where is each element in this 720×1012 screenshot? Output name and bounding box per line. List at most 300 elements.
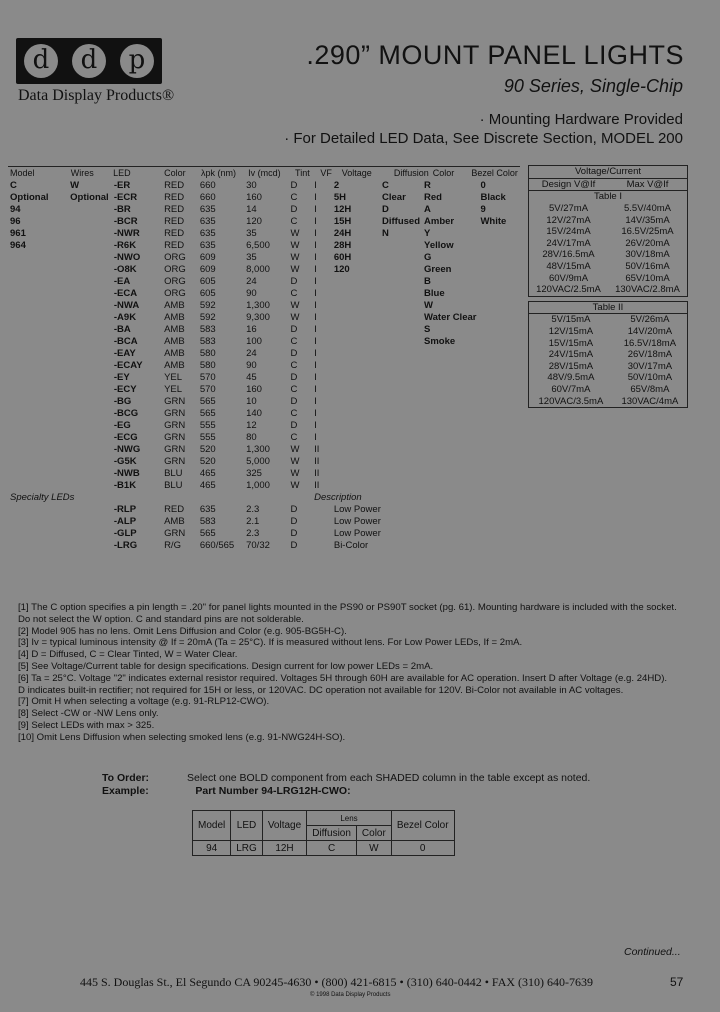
cell xyxy=(422,479,478,491)
cell: C xyxy=(290,383,298,395)
footnote: [5] See Voltage/Current table for design specifications. Design current for low power LEDs = 2mA. xyxy=(18,660,434,672)
cell: -BA xyxy=(113,323,131,335)
cell xyxy=(332,299,380,311)
cell: 24 xyxy=(246,347,257,359)
vc-row xyxy=(529,337,688,349)
cell: I xyxy=(314,179,317,191)
cell xyxy=(68,407,112,419)
vc-cell: 15V/15mA xyxy=(548,337,594,349)
cell: D xyxy=(290,275,298,287)
vc-row xyxy=(529,372,688,384)
cell xyxy=(8,419,68,431)
cell: BLU xyxy=(164,467,183,479)
cell: D xyxy=(290,347,298,359)
vc-row xyxy=(529,384,688,396)
vc-cell: 5V/26mA xyxy=(630,314,670,326)
vc-cell: 28V/16.5mA xyxy=(542,249,595,261)
vc-cell: 12V/27mA xyxy=(546,214,591,226)
cell xyxy=(8,287,68,299)
cell: W xyxy=(290,479,300,491)
cell xyxy=(8,479,68,491)
cell: II xyxy=(314,479,320,491)
cell xyxy=(8,395,68,407)
table-row xyxy=(8,443,520,455)
cell xyxy=(68,467,112,479)
cell: W xyxy=(290,311,300,323)
cell: 6,500 xyxy=(246,239,270,251)
cell xyxy=(380,371,422,383)
cell: 565 xyxy=(199,407,216,419)
cell xyxy=(478,419,520,431)
vc-table1-label: Table I xyxy=(529,191,688,203)
cell xyxy=(332,395,380,407)
cell: 90 xyxy=(246,359,257,371)
cell: -RLP xyxy=(113,503,137,515)
cell: D xyxy=(290,323,298,335)
cell: YEL xyxy=(164,371,183,383)
vc-cell: 60V/7mA xyxy=(551,383,591,395)
vc-cell: 15V/24mA xyxy=(546,226,591,238)
cell: 580 xyxy=(199,359,216,371)
footnote: D indicates built-in rectifier; not required for 15H or less, or 120VAC. DC operation not available for 120V. Bi-Color not available in AC voltages. xyxy=(18,684,624,696)
cell: Diffused xyxy=(382,215,421,227)
cell: I xyxy=(314,407,317,419)
to-order-label: To Order: xyxy=(102,772,150,784)
cell xyxy=(478,443,520,455)
cell xyxy=(422,407,478,419)
page-subtitle: 90 Series, Single-Chip xyxy=(503,76,683,96)
cell xyxy=(478,311,520,323)
cell xyxy=(8,335,68,347)
cell: 70/32 xyxy=(246,539,270,551)
cell: W xyxy=(290,263,300,275)
cell: 100 xyxy=(246,335,262,347)
ex-h-lens: Lens xyxy=(307,811,392,826)
vc-row xyxy=(529,349,688,361)
cell xyxy=(68,431,112,443)
cell xyxy=(68,455,112,467)
cell xyxy=(68,359,112,371)
vc-cell: 120VAC/3.5mA xyxy=(538,395,604,407)
vc-cell: 130VAC/2.8mA xyxy=(615,284,680,296)
table-row xyxy=(8,179,520,191)
cell: Blue xyxy=(424,287,445,299)
cell: ORG xyxy=(164,263,186,275)
cell: AMB xyxy=(164,335,185,347)
cell xyxy=(332,419,380,431)
cell: Water Clear xyxy=(424,311,477,323)
cell: 605 xyxy=(199,275,216,287)
cell xyxy=(422,383,478,395)
cell: AMB xyxy=(164,347,185,359)
col-iv: Iv (mcd) xyxy=(248,168,281,178)
vc-cell: 16.5V/25mA xyxy=(621,226,674,238)
cell xyxy=(380,407,422,419)
cell: 12 xyxy=(246,419,257,431)
cell xyxy=(380,311,422,323)
cell: GRN xyxy=(164,395,186,407)
cell xyxy=(8,443,68,455)
cell xyxy=(68,479,112,491)
cell xyxy=(8,383,68,395)
table-row xyxy=(8,203,520,215)
table-row xyxy=(8,287,520,299)
cell xyxy=(380,467,422,479)
cell xyxy=(332,479,380,491)
cell: 9 xyxy=(480,203,486,215)
cell xyxy=(478,287,520,299)
table-row xyxy=(8,263,520,275)
page-title: .290” MOUNT PANEL LIGHTS xyxy=(306,40,684,70)
cell: 570 xyxy=(199,371,216,383)
cell xyxy=(8,251,68,263)
cell: 24 xyxy=(246,275,257,287)
cell: GRN xyxy=(164,419,186,431)
cell xyxy=(478,239,520,251)
cell: 609 xyxy=(199,263,216,275)
cell: C xyxy=(290,407,298,419)
col-model: Model xyxy=(10,168,35,178)
cell: GRN xyxy=(164,431,186,443)
vc-cell: 14V/20mA xyxy=(627,326,673,338)
cell xyxy=(478,323,520,335)
cell: 9,300 xyxy=(246,311,270,323)
cell: AMB xyxy=(164,299,185,311)
cell xyxy=(380,479,422,491)
cell xyxy=(68,527,112,539)
vc-row xyxy=(529,238,688,250)
table-row xyxy=(8,467,520,479)
vc-row xyxy=(529,361,688,373)
cell: W xyxy=(290,443,300,455)
cell xyxy=(332,347,380,359)
cell xyxy=(478,359,520,371)
cell xyxy=(422,371,478,383)
cell: 10 xyxy=(246,395,257,407)
cell: 592 xyxy=(199,299,216,311)
footnote: [4] D = Diffused, C = Clear Tinted, W = Water Clear. xyxy=(18,649,238,661)
logo-letter: p xyxy=(120,44,154,78)
cell: D xyxy=(290,203,298,215)
cell: I xyxy=(314,275,317,287)
cell xyxy=(8,527,68,539)
ex-h-model: Model xyxy=(193,811,231,841)
cell xyxy=(8,347,68,359)
cell xyxy=(68,275,112,287)
cell: AMB xyxy=(164,323,185,335)
cell: R xyxy=(424,179,431,191)
cell: II xyxy=(314,455,320,467)
cell: Clear xyxy=(382,191,406,203)
cell xyxy=(478,467,520,479)
cell: 580 xyxy=(199,347,216,359)
col-lens-color: Color xyxy=(432,168,455,178)
cell xyxy=(380,239,422,251)
vc-cell: 65V/8mA xyxy=(630,383,670,395)
cell: -EG xyxy=(113,419,131,431)
table-row xyxy=(8,239,520,251)
cell: I xyxy=(314,371,317,383)
cell xyxy=(68,335,112,347)
cell: I xyxy=(314,431,317,443)
cell xyxy=(8,299,68,311)
cell: N xyxy=(382,227,389,239)
cell xyxy=(332,311,380,323)
cell: D xyxy=(290,503,298,515)
cell xyxy=(478,371,520,383)
cell xyxy=(478,455,520,467)
cell: I xyxy=(314,383,317,395)
vc-cell: 26V/20mA xyxy=(625,237,670,249)
description: Low Power xyxy=(333,515,381,527)
cell xyxy=(380,251,422,263)
cell: W xyxy=(424,299,433,311)
cell: W xyxy=(290,239,300,251)
cell: -BCR xyxy=(113,215,138,227)
cell: 5,000 xyxy=(246,455,270,467)
vc-cell: 50V/10mA xyxy=(627,372,673,384)
cell xyxy=(422,431,478,443)
cell: C xyxy=(290,335,298,347)
ex-v-model: 94 xyxy=(193,841,231,856)
vc-cell: 60V/9mA xyxy=(548,272,589,284)
cell xyxy=(68,323,112,335)
cell xyxy=(68,263,112,275)
cell xyxy=(380,299,422,311)
cell: Amber xyxy=(424,215,455,227)
cell: 8,000 xyxy=(246,263,270,275)
cell: G xyxy=(424,251,432,263)
cell: GRN xyxy=(164,443,186,455)
cell: C xyxy=(290,215,298,227)
order-section xyxy=(102,772,590,798)
cell xyxy=(380,323,422,335)
cell: -R6K xyxy=(113,239,137,251)
cell xyxy=(380,275,422,287)
table-row xyxy=(8,371,520,383)
vc-cell: 30V/17mA xyxy=(627,360,673,372)
cell xyxy=(478,395,520,407)
vc-row xyxy=(529,203,688,215)
specialty-row xyxy=(8,527,520,539)
cell xyxy=(68,215,112,227)
cell: 96 xyxy=(10,215,21,227)
cell xyxy=(8,275,68,287)
cell: I xyxy=(314,239,317,251)
cell: -ECG xyxy=(113,431,138,443)
cell: I xyxy=(314,191,317,203)
cell: 635 xyxy=(199,503,216,515)
description: Low Power xyxy=(333,527,381,539)
cell: 635 xyxy=(199,239,216,251)
cell: W xyxy=(290,227,300,239)
vc-table2-label: Table II xyxy=(529,301,688,314)
cell xyxy=(68,371,112,383)
cell xyxy=(8,455,68,467)
table-row xyxy=(8,275,520,287)
cell: I xyxy=(314,215,317,227)
cell: C xyxy=(382,179,389,191)
table-row xyxy=(8,455,520,467)
cell: Yellow xyxy=(424,239,454,251)
footnote: [7] Omit H when selecting a voltage (e.g. 91-RLP12-CWO). xyxy=(18,696,270,708)
vc-cell: 14V/35mA xyxy=(625,214,670,226)
cell: 12H xyxy=(333,203,352,215)
col-led: LED xyxy=(113,168,131,178)
main-table xyxy=(8,166,520,551)
cell xyxy=(68,347,112,359)
cell xyxy=(422,395,478,407)
cell: Red xyxy=(424,191,442,203)
cell xyxy=(380,335,422,347)
voltage-current-panel xyxy=(528,165,688,408)
specialty-row xyxy=(8,503,520,515)
footnote: [9] Select LEDs with max > 325. xyxy=(18,719,155,731)
cell: D xyxy=(290,527,298,539)
cell: 1,000 xyxy=(246,479,270,491)
copyright: © 1998 Data Display Products xyxy=(310,992,391,998)
cell: -NWB xyxy=(113,467,140,479)
cell: D xyxy=(290,395,298,407)
cell xyxy=(68,227,112,239)
logo-letter: d xyxy=(72,44,106,78)
cell xyxy=(478,347,520,359)
cell: 2 xyxy=(333,179,340,191)
cell xyxy=(68,203,112,215)
cell: 45 xyxy=(246,371,257,383)
ddp-logo xyxy=(16,38,162,84)
vc-cell: 5V/15mA xyxy=(551,314,591,326)
cell: W xyxy=(290,251,300,263)
cell: D xyxy=(290,179,298,191)
cell: RED xyxy=(164,239,185,251)
vc-row xyxy=(529,326,688,338)
cell: 609 xyxy=(199,251,216,263)
cell: I xyxy=(314,251,317,263)
cell xyxy=(478,263,520,275)
table-row xyxy=(8,431,520,443)
cell xyxy=(68,251,112,263)
cell xyxy=(422,347,478,359)
cell xyxy=(312,527,332,539)
cell xyxy=(8,359,68,371)
cell: -ECAY xyxy=(113,359,143,371)
cell: D xyxy=(290,419,298,431)
cell: Y xyxy=(424,227,431,239)
vc-cell: 5.5V/40mA xyxy=(624,203,671,215)
footnote: [6] Ta = 25°C. Voltage "2" indicates external resistor required. Voltages 5H through 60H are available for AC operation. Insert D after Voltage (e.g. 24HD). xyxy=(18,672,668,684)
description-label: Description xyxy=(314,491,362,503)
cell: 160 xyxy=(246,383,262,395)
col-diffusion: Diffusion xyxy=(393,168,429,178)
cell: -NWG xyxy=(113,443,141,455)
cell: 90 xyxy=(246,287,257,299)
cell: Optional xyxy=(10,191,49,203)
cell: I xyxy=(314,287,317,299)
description: Low Power xyxy=(333,503,381,515)
cell: AMB xyxy=(164,311,185,323)
cell xyxy=(332,455,380,467)
cell: W xyxy=(290,467,300,479)
cell xyxy=(312,539,332,551)
footnote: [10] Omit Lens Diffusion when selecting smoked lens (e.g. 91-NWG24H-SO). xyxy=(18,731,346,743)
vc-row xyxy=(529,314,688,326)
cell: -BCG xyxy=(113,407,139,419)
cell: -ECA xyxy=(113,287,138,299)
led-rows xyxy=(8,179,520,551)
ex-v-led: LRG xyxy=(231,841,263,856)
cell: C xyxy=(290,191,298,203)
cell: -O8K xyxy=(113,263,137,275)
cell: -B1K xyxy=(113,479,137,491)
cell xyxy=(380,419,422,431)
table-row xyxy=(8,335,520,347)
cell xyxy=(478,227,520,239)
cell: -EAY xyxy=(113,347,136,359)
cell: GRN xyxy=(164,407,186,419)
cell: 583 xyxy=(199,515,216,527)
vc-design: Design V@If xyxy=(541,178,596,190)
cell: -ECY xyxy=(113,383,137,395)
ex-h-color: Color xyxy=(356,826,391,841)
cell xyxy=(68,383,112,395)
cell xyxy=(8,407,68,419)
cell: Green xyxy=(424,263,452,275)
cell xyxy=(478,299,520,311)
cell: 635 xyxy=(199,215,216,227)
cell xyxy=(478,275,520,287)
cell xyxy=(478,383,520,395)
cell xyxy=(422,467,478,479)
cell xyxy=(332,275,380,287)
cell: I xyxy=(314,203,317,215)
ex-h-led: LED xyxy=(231,811,263,841)
ex-v-bezel: 0 xyxy=(391,841,454,856)
cell: White xyxy=(480,215,507,227)
cell: 160 xyxy=(246,191,262,203)
cell: 555 xyxy=(199,419,216,431)
cell: 605 xyxy=(199,287,216,299)
specialty-row xyxy=(8,515,520,527)
cell: YEL xyxy=(164,383,183,395)
ex-v-voltage: 12H xyxy=(262,841,306,856)
cell xyxy=(380,455,422,467)
vc-cell: 65V/10mA xyxy=(625,272,670,284)
vc-row xyxy=(529,261,688,273)
cell xyxy=(332,323,380,335)
cell: 555 xyxy=(199,431,216,443)
cell: 660/565 xyxy=(199,539,235,551)
cell: C xyxy=(290,287,298,299)
cell: 660 xyxy=(199,179,216,191)
cell xyxy=(8,467,68,479)
cell: -BCA xyxy=(113,335,138,347)
cell: -NWR xyxy=(113,227,140,239)
cell: 583 xyxy=(199,323,216,335)
cell xyxy=(422,419,478,431)
col-vf: VF xyxy=(320,168,332,178)
cell: A xyxy=(424,203,431,215)
cell: II xyxy=(314,467,320,479)
vc-row xyxy=(529,284,688,296)
cell: 660 xyxy=(199,191,216,203)
vc-cell: 50V/16mA xyxy=(625,261,670,273)
cell: B xyxy=(424,275,431,287)
cell: 583 xyxy=(199,335,216,347)
cell: -BG xyxy=(113,395,132,407)
cell xyxy=(68,395,112,407)
cell: 1,300 xyxy=(246,443,270,455)
